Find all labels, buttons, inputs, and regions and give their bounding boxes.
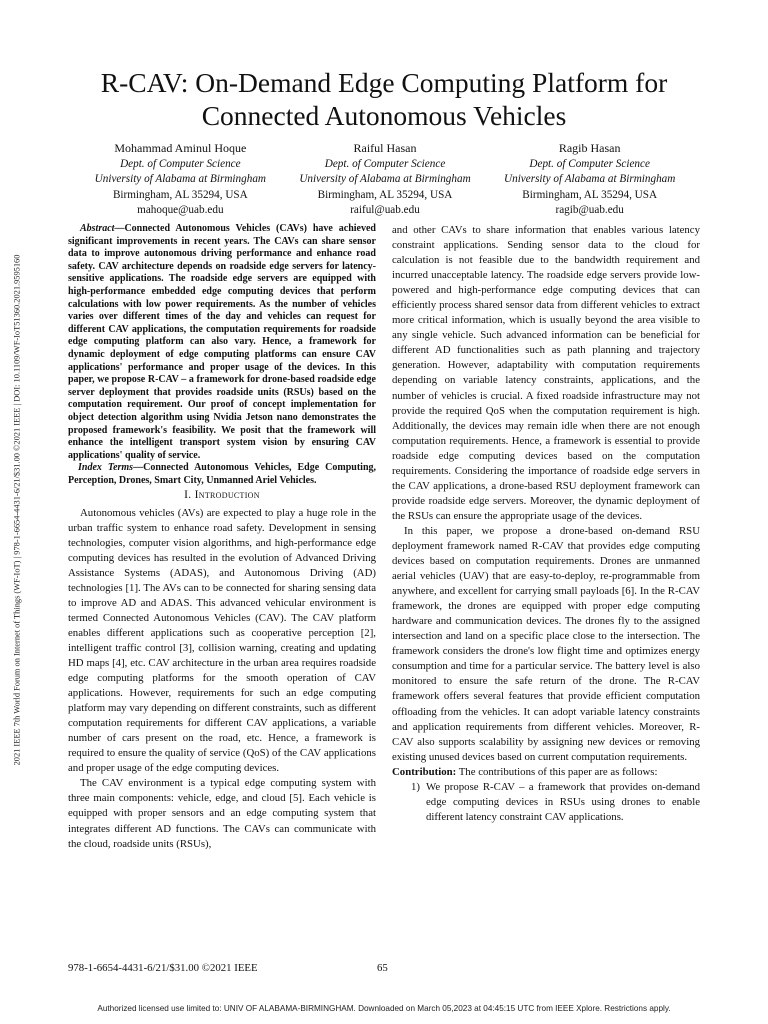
paper-title: R-CAV: On-Demand Edge Computing Platform for Connected Autonomous Vehicles [100, 67, 668, 131]
author-email: raiful@uab.edu [350, 204, 420, 216]
contribution-label: Contribution: [392, 765, 457, 778]
index-terms-label: Index Terms [78, 462, 134, 474]
author-block [78, 141, 692, 219]
right-paragraph-1: and other CAVs to share information that enables various latency constraint applications. Sending sensor data to the cloud for calculation is not feasible due to the bandwidth requirement and incurred unacceptable latency. The roadside edge servers provide low-powered and high-performance edge computing devices that can efficiently process shared sensor data from different vehicles to extract more critical information, which is usually beyond the area visible to any single vehicle. Such advanced information can be beneficial for different AD functionalities such as path planning and trajectory generation. However, adaptability with computation requirements depending on variable latency constraints, applications, and the number of vehicles is crucial. A fixed roadside infrastructure may not provide the required QoS when the computation requirement is high. Additionally, the devices may remain idle when there are not enough computation requirements. Hence, a framework is essential to provide roadside edge computing devices based on the computation requirements. Considering the importance of roadside edge servers in the CAV applications, a drone-based RSU deployment framework can provide roadside edge servers. Moreover, the dynamic deployment of the RSUs can ensure the appropriate usage of the devices. [392, 224, 700, 522]
right-paragraph-2: In this paper, we propose a drone-based on-demand RSU deployment framework named R-CAV that provides edge computing devices based on computation requirements. Drones are unmanned aerial vehicles (UAV) that are easy-to-deploy, re-programmable from anywhere, and excellent for carrying small payloads [6]. In the R-CAV framework, the drones are equipped with proper edge computing hardware and communication devices. The drones fly to the assigned intersection and land on a specific place close to the intersection. The framework considers the drone's low flight time and optimizes energy consumption and time for a particular service. The battery level is also monitored to ensure the safe return of the drone. The R-CAV framework offers several features that provide efficient computation offloading from the vehicles. It can adopt variable latency constraints and application requirements from different vehicles. Moreover, R-CAV also supports scalability by assigning new devices or removing existing unused devices based on current computation requirements. [392, 524, 700, 763]
license-notice: Authorized licensed use limited to: UNIV OF ALABAMA-BIRMINGHAM. Downloaded on March 05,2023 at 04:45:15 UTC from IEEE Xplore. Restrictions apply. [97, 1004, 671, 1013]
side-publication-note [2, 190, 32, 830]
footer-isbn: 978-1-6654-4431-6/21/$31.00 ©2021 IEEE [68, 962, 258, 974]
index-terms-text: —Connected Autonomous Vehicles, Edge Computing, Perception, Drones, Smart City, Unmanned Ariel Vehicles. [68, 462, 377, 486]
author-1 [78, 141, 283, 219]
list-item-number: 1) [411, 780, 420, 793]
author-city: Birmingham, AL 35294, USA [112, 188, 248, 201]
abstract-text: —Connected Autonomous Vehicles (CAVs) have achieved significant improvements in recent years. The CAVs can share sensor data to improve autonomous driving performance and enhance road safety. CAV architecture depends on roadside edge servers for latency-sensitive applications. The roadside edge servers are equipped with high-performance embedded edge computing devices that perform calculations with low power requirements. As the number of vehicles varies over different times of the day and vehicles can request for different CAV applications, the computation requirements for roadside edge computing platform can also vary. Hence, a framework for dynamic deployment of edge computing platforms can ensure CAV applications' performance and proper usage of the devices. In this paper, we propose R-CAV – a framework for drone-based roadside edge server deployment that provides roadside units (RSUs) based on the computation requirement. Our proof of concept implementation for object detection algorithm using Nvidia Jetson nano demonstrates the proposed framework's feasibility. We posit that the framework will enhance the intelligent transport system vision by ensuring CAV applications' quality of service. [68, 223, 376, 461]
index-terms [68, 462, 376, 487]
abstract-label: Abstract [80, 223, 115, 234]
author-email: ragib@uab.edu [555, 204, 624, 216]
intro-paragraph-2: The CAV environment is a typical edge computing system with three main components: vehicle, edge, and cloud [5]. Each vehicle is equipped with proper sensors and an edge computing system that integrates different AD functions. The CAVs can communicate with the cloud, roadside units (RSUs), [68, 777, 376, 850]
author-name: Raiful Hasan [353, 141, 417, 155]
contribution-list [392, 780, 700, 825]
author-dept: Dept. of Computer Science [324, 157, 446, 170]
author-city: Birmingham, AL 35294, USA [522, 188, 658, 201]
author-name: Mohammad Aminul Hoque [114, 141, 247, 155]
author-2 [283, 141, 488, 219]
author-university: University of Alabama at Birmingham [504, 173, 676, 185]
right-column [392, 223, 700, 825]
author-name: Ragib Hasan [558, 141, 621, 155]
page-number: 65 [377, 962, 388, 974]
list-item [392, 780, 700, 825]
author-dept: Dept. of Computer Science [529, 157, 650, 170]
author-dept: Dept. of Computer Science [120, 157, 241, 170]
left-column [68, 223, 376, 852]
contribution-text: The contributions of this paper are as follows: [456, 765, 658, 778]
contribution-intro [392, 765, 700, 780]
author-city: Birmingham, AL 35294, USA [317, 188, 453, 201]
list-item-text: We propose R-CAV – a framework that provides on-demand edge computing devices in RSUs using drones to enable different latency constraint CAV applications. [426, 780, 700, 823]
author-email: mahoque@uab.edu [137, 204, 224, 216]
section-heading: I. Introduction [184, 489, 260, 502]
author-3 [487, 141, 692, 219]
author-university: University of Alabama at Birmingham [299, 173, 471, 185]
side-note-text: 2021 IEEE 7th World Forum on Internet of Things (WF-IoT) | 978-1-6654-4431-6/21/$31.00 ©2021 IEEE | DOI: 10.1109/WF-IoT51360.2021.9595160 [12, 254, 22, 766]
abstract [68, 223, 376, 462]
intro-paragraph-1: Autonomous vehicles (AVs) are expected to play a huge role in the urban traffic system to enhance road safety. Development in sensing technologies, computer vision algorithms, and high-performance edge computing devices has resulted in the evolution of Advanced Driving Assistance Systems (ADAS), and Autonomous Driving (AD) technologies [1]. The AVs can to be connected for sharing sensing data to improve AD and ADAS. This advanced vehicular environment is termed Connected Autonomous Vehicles (CAV). The CAV platform enables different applications such as cooperative perception [2], intelligent traffic control [3], collision warning, creating and updating HD maps [4], etc. CAV architecture in the urban area requires roadside edge computing platforms for the smooth operation of CAV applications. However, requirements for such an edge computing platform may vary depending on different constraints, such as different computation requirements for different CAV applications, a variable number of cars present on the road, etc. Hence, a framework is required to ensure the quality of service (QoS) of the CAV applications and proper usage of the edge computing devices. [68, 506, 376, 775]
author-university: University of Alabama at Birmingham [94, 173, 266, 185]
